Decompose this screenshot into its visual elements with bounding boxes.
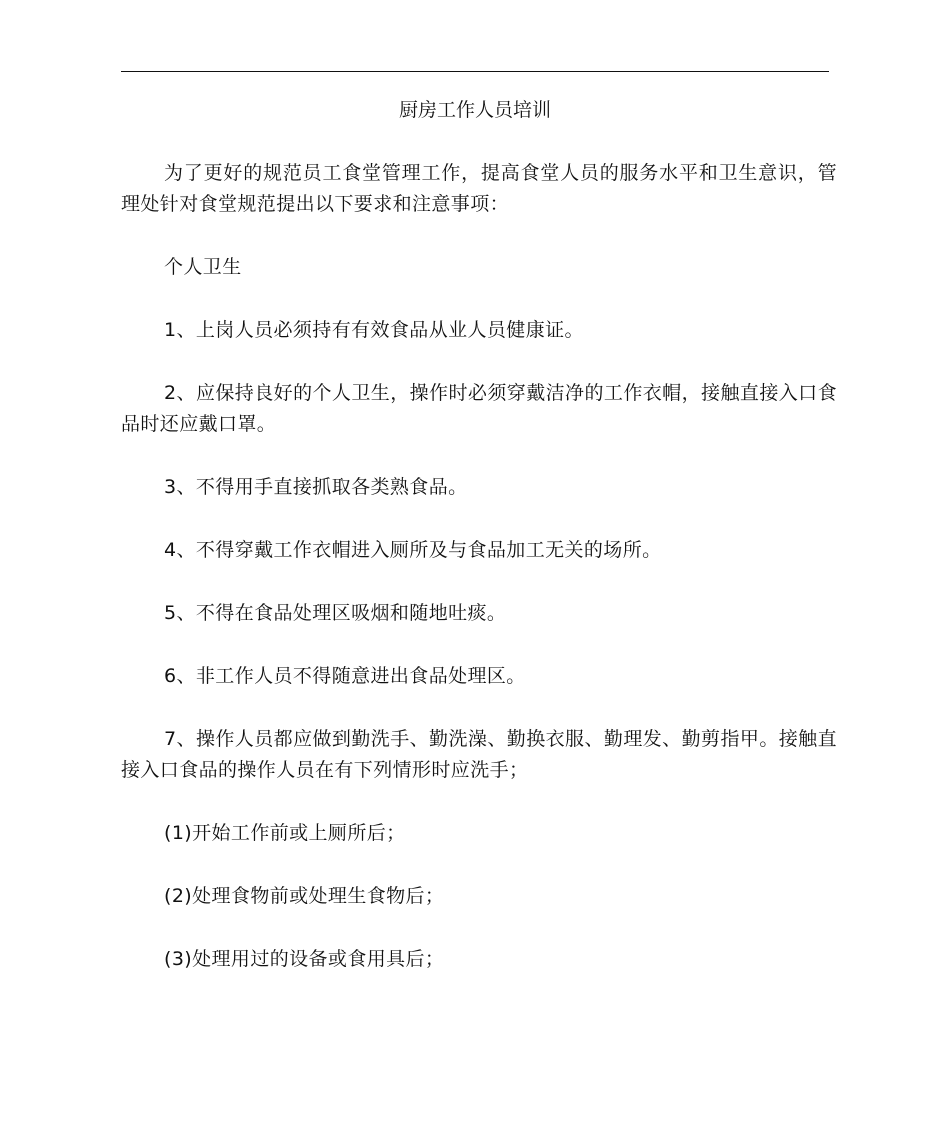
list-item: 5、不得在食品处理区吸烟和随地吐痰。	[164, 602, 507, 624]
list-item: 2、应保持良好的个人卫生，操作时必须穿戴洁净的工作衣帽，接触直接入口食品时还应戴口罩。	[121, 382, 837, 435]
list-item: 3、不得用手直接抓取各类熟食品。	[164, 476, 468, 498]
header-rule	[121, 71, 829, 72]
intro-paragraph: 为了更好的规范员工食堂管理工作，提高食堂人员的服务水平和卫生意识，管理处针对食堂规范提出以下要求和注意事项：	[121, 162, 837, 215]
document-title: 厨房工作人员培训	[398, 99, 551, 121]
list-item: (2)处理食物前或处理生食物后；	[164, 885, 445, 907]
list-item: 1、上岗人员必须持有有效食品从业人员健康证。	[164, 319, 584, 341]
list-item: 7、操作人员都应做到勤洗手、勤洗澡、勤换衣服、勤理发、勤剪指甲。接触直接入口食品的操作人员在有下列情形时应洗手；	[121, 728, 837, 781]
list-item: 6、非工作人员不得随意进出食品处理区。	[164, 665, 526, 687]
document-body	[121, 158, 837, 1007]
list-item: (3)处理用过的设备或食用具后；	[164, 948, 445, 970]
list-item: 4、不得穿戴工作衣帽进入厕所及与食品加工无关的场所。	[164, 539, 662, 561]
section-heading: 个人卫生	[164, 256, 242, 278]
list-item: (1)开始工作前或上厕所后；	[164, 822, 406, 844]
